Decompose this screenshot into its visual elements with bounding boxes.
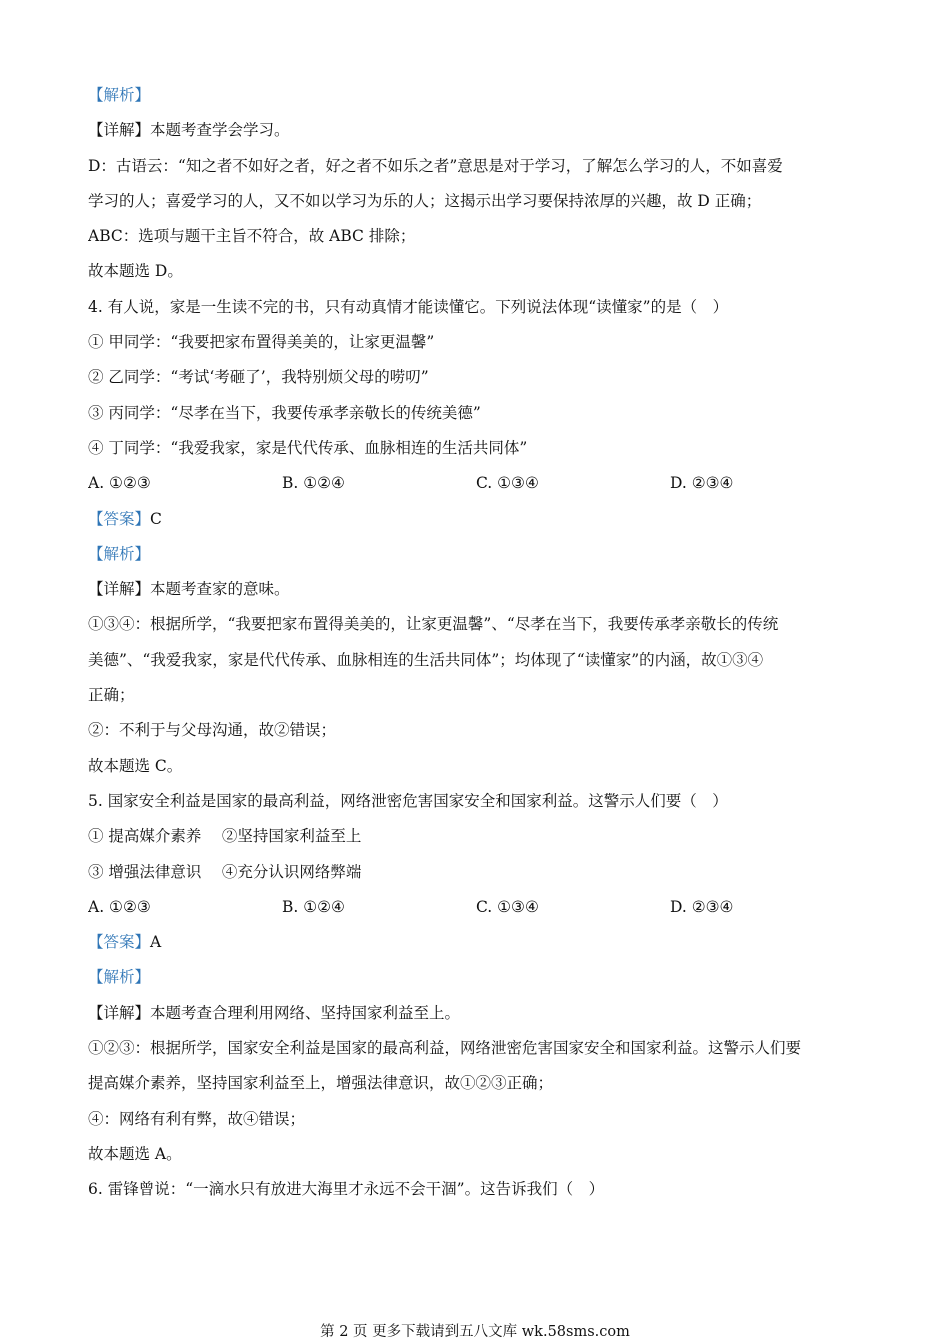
option-b: B. ①②④ bbox=[282, 474, 345, 493]
options-row bbox=[88, 466, 868, 501]
text-line: ABC：选项与题干主旨不符合，故 ABC 排除； bbox=[88, 227, 416, 246]
statement-line: ② 乙同学：“考试‘考砸了’，我特别烦父母的唠叨” bbox=[88, 368, 429, 387]
option-a: A. ①②③ bbox=[88, 897, 151, 916]
text-line: D：古语云：“知之者不如好之者，好之者不如乐之者”意思是对于学习，了解怎么学习的人，不如喜爱 bbox=[88, 156, 783, 175]
text-line: 学习的人；喜爱学习的人，又不如以学习为乐的人；这揭示出学习要保持浓厚的兴趣，故 D 正确； bbox=[88, 191, 762, 210]
option-c: C. ①③④ bbox=[476, 474, 539, 493]
question-4: 4. 有人说，家是一生读不完的书，只有动真情才能读懂它。下列说法体现“读懂家”的是（ ） bbox=[88, 297, 729, 316]
text-line: ②：不利于与父母沟通，故②错误； bbox=[88, 721, 337, 740]
text-line: ①③④：根据所学，“我要把家布置得美美的，让家更温馨”、“尽孝在当下，我要传承孝亲敬长的传统 bbox=[88, 615, 779, 634]
text-line: 故本题选 D。 bbox=[88, 262, 183, 281]
statement-line: ① 提高媒介素养 ②坚持国家利益至上 bbox=[88, 827, 362, 846]
answer-line: 【答案】C bbox=[88, 509, 162, 528]
statement-line: ① 甲同学：“我要把家布置得美美的，让家更温馨” bbox=[88, 333, 435, 352]
detail-line: 【详解】本题考查家的意味。 bbox=[88, 580, 290, 599]
text-line: 故本题选 A。 bbox=[88, 1144, 182, 1163]
answer-line: 【答案】A bbox=[88, 933, 162, 952]
text-line: ④：网络有利有弊，故④错误； bbox=[88, 1109, 306, 1128]
statement-line: ④ 丁同学：“我爱我家，家是代代传承、血脉相连的生活共同体” bbox=[88, 438, 528, 457]
detail-line: 【详解】本题考查合理利用网络、坚持国家利益至上。 bbox=[88, 1003, 461, 1022]
text-line: ①②③：根据所学，国家安全利益是国家的最高利益，网络泄密危害国家安全和国家利益。这警示人们要 bbox=[88, 1039, 802, 1058]
analysis-tag: 【解析】 bbox=[88, 968, 151, 987]
question-6: 6. 雷锋曾说：“一滴水只有放进大海里才永远不会干涸”。这告诉我们（ ） bbox=[88, 1180, 605, 1199]
options-row bbox=[88, 890, 868, 925]
statement-line: ③ 增强法律意识 ④充分认识网络弊端 bbox=[88, 862, 362, 881]
option-c: C. ①③④ bbox=[476, 897, 539, 916]
analysis-tag: 【解析】 bbox=[88, 544, 151, 563]
text-line: 故本题选 C。 bbox=[88, 756, 183, 775]
page-footer: 第 2 页 更多下载请到五八文库 wk.58sms.com bbox=[320, 1324, 630, 1340]
option-a: A. ①②③ bbox=[88, 474, 151, 493]
text-line: 提高媒介素养，坚持国家利益至上，增强法律意识，故①②③正确； bbox=[88, 1074, 554, 1093]
statement-line: ③ 丙同学：“尽孝在当下，我要传承孝亲敬长的传统美德” bbox=[88, 403, 481, 422]
document-body bbox=[88, 78, 868, 1208]
text-line: 美德”、“我爱我家，家是代代传承、血脉相连的生活共同体”；均体现了“读懂家”的内涵，故①③④ bbox=[88, 650, 764, 669]
question-5: 5. 国家安全利益是国家的最高利益，网络泄密危害国家安全和国家利益。这警示人们要（ ） bbox=[88, 791, 728, 810]
option-b: B. ①②④ bbox=[282, 897, 345, 916]
detail-line: 【详解】本题考查学会学习。 bbox=[88, 121, 290, 140]
text-line: 正确； bbox=[88, 686, 135, 705]
option-d: D. ②③④ bbox=[670, 897, 734, 916]
option-d: D. ②③④ bbox=[670, 474, 734, 493]
analysis-tag: 【解析】 bbox=[88, 86, 151, 104]
